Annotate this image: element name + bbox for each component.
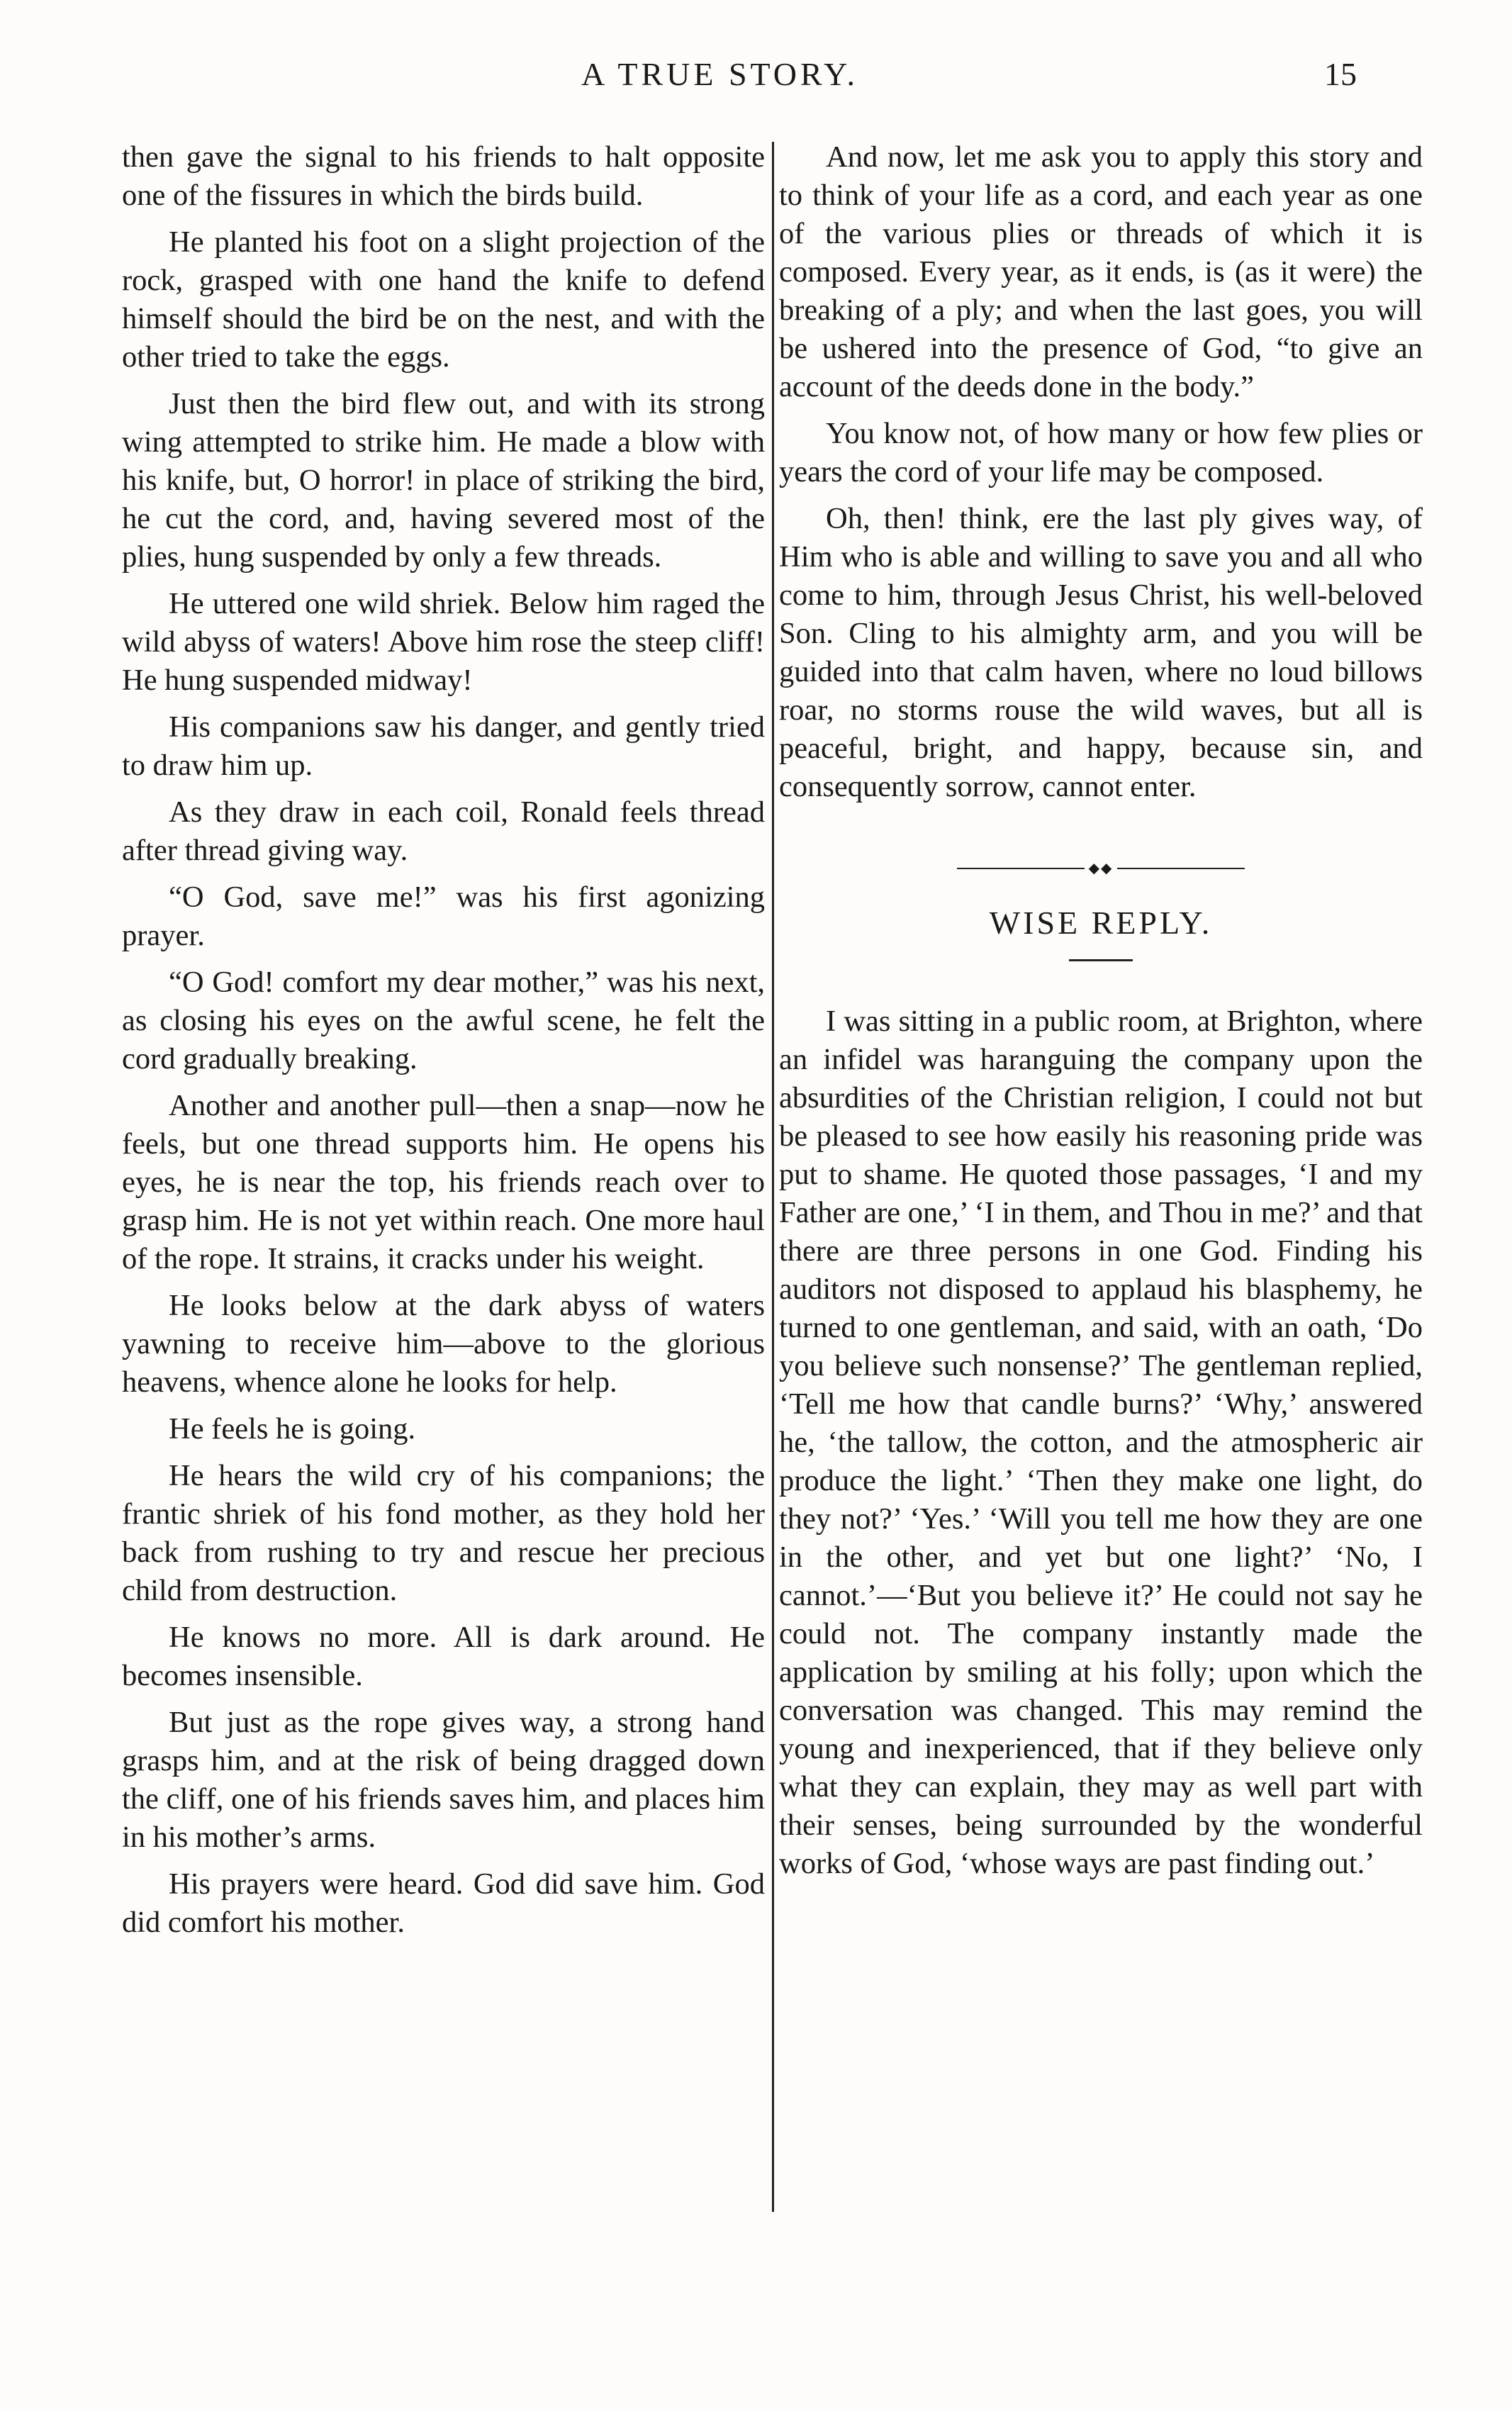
ornament-rule bbox=[1117, 868, 1245, 869]
diamond-ornament-icon: ◆◆ bbox=[1088, 861, 1114, 876]
paragraph: His companions saw his danger, and gently tried to draw him up. bbox=[122, 710, 765, 782]
ornament-rule bbox=[957, 868, 1085, 869]
paragraph: But just as the rope gives way, a strong hand grasps him, and at the risk of being dragged down the cliff, one of his friends saves him, and places him in his mother’s arms. bbox=[122, 1706, 765, 1854]
section-title: WISE REPLY. bbox=[989, 905, 1213, 941]
paragraph: He planted his foot on a slight projection of the rock, grasped with one hand the knife to defend himself should the bird be on the nest, and with the other tried to take the eggs. bbox=[122, 225, 765, 374]
running-head-title: A TRUE STORY. bbox=[581, 56, 858, 92]
paragraph: Another and another pull—then a snap—now he feels, but one thread supports him. He opens his eyes, he is near the top, his friends reach over to grasp him. He is not yet within reach. One more haul of the rope. It strains, it cracks under his weight. bbox=[122, 1089, 765, 1275]
paragraph: You know not, of how many or how few plies or years the cord of your life may be composed. bbox=[779, 417, 1423, 488]
paragraph: His prayers were heard. God did save him. God did comfort his mother. bbox=[122, 1867, 765, 1939]
paragraph: He feels he is going. bbox=[169, 1412, 416, 1446]
paragraph: He hears the wild cry of his companions; the frantic shriek of his fond mother, as they hold her back from rushing to try and rescue her precious child from destruction. bbox=[122, 1459, 765, 1607]
left-column bbox=[122, 138, 765, 1950]
paragraph: “O God, save me!” was his first agonizing prayer. bbox=[122, 881, 765, 952]
paragraph: He knows no more. All is dark around. He becomes insensible. bbox=[122, 1621, 765, 1692]
paragraph: He uttered one wild shriek. Below him raged the wild abyss of waters! Above him rose the steep cliff! He hung suspended midway! bbox=[122, 587, 765, 697]
right-column bbox=[779, 138, 1423, 1891]
paragraph: then gave the signal to his friends to halt opposite one of the fissures in which the birds build. bbox=[122, 140, 765, 212]
paragraph: Oh, then! think, ere the last ply gives way, of Him who is able and willing to save you and all who come to him, through Jesus Christ, his well-beloved Son. Cling to his almighty arm, and you will be guided into that calm haven, where no loud billows roar, no storms rouse the wild waves, but all is peaceful, bright, and happy, because sin, and consequently sorrow, cannot enter. bbox=[779, 502, 1423, 803]
section-paragraph: I was sitting in a public room, at Brighton, where an infidel was haranguing the company upon the absurdities of the Christian religion, I could not but be pleased to see how easily his reasoning pride was put to shame. He quoted those passages, ‘I and my Father are one,’ ‘I in them, and Thou in me?’ and that there are three persons in one God. Finding his auditors not disposed to applaud his blasphemy, he turned to one gentleman, and said, with an oath, ‘Do you believe such nonsense?’ The gentleman replied, ‘Tell me how that candle burns?’ ‘Why,’ answered he, ‘the tallow, the cotton, and the atmospheric air produce the light.’ ‘Then they make one light, do they not?’ ‘Yes.’ ‘Will you tell me how they are one in the other, and yet but one light?’ ‘No, I cannot.’—‘But you believe it?’ He could not say he could not. The company instantly made the application by smiling at his folly; upon which the conversation was changed. This may remind the young and inexperienced, that if they believe only what they can explain, they may as well part with their senses, being surrounded by the wonderful works of God, ‘whose ways are past finding out.’ bbox=[779, 1005, 1423, 1880]
paragraph: Just then the bird flew out, and with its strong wing attempted to strike him. He made a blow with his knife, but, O horror! in place of striking the bird, he cut the cord, and, having severed most of the plies, hung suspended by only a few threads. bbox=[122, 387, 765, 574]
title-underline bbox=[1069, 959, 1133, 961]
section-ornament bbox=[779, 861, 1423, 876]
paragraph: He looks below at the dark abyss of waters yawning to receive him—above to the glorious heavens, whence alone he looks for help. bbox=[122, 1289, 765, 1399]
page-number: 15 bbox=[1324, 56, 1357, 92]
column-divider bbox=[772, 142, 774, 2212]
paragraph: “O God! comfort my dear mother,” was his next, as closing his eyes on the awful scene, he felt the cord gradually breaking. bbox=[122, 966, 765, 1075]
running-head bbox=[0, 55, 1512, 105]
paragraph: And now, let me ask you to apply this story and to think of your life as a cord, and each year as one of the various plies or threads of which it is composed. Every year, as it ends, is (as it were) the breaking of a ply; and when the last goes, you will be ushered into the presence of God, “to give an account of the deeds done in the body.” bbox=[779, 140, 1423, 403]
paragraph: As they draw in each coil, Ronald feels thread after thread giving way. bbox=[122, 795, 765, 867]
